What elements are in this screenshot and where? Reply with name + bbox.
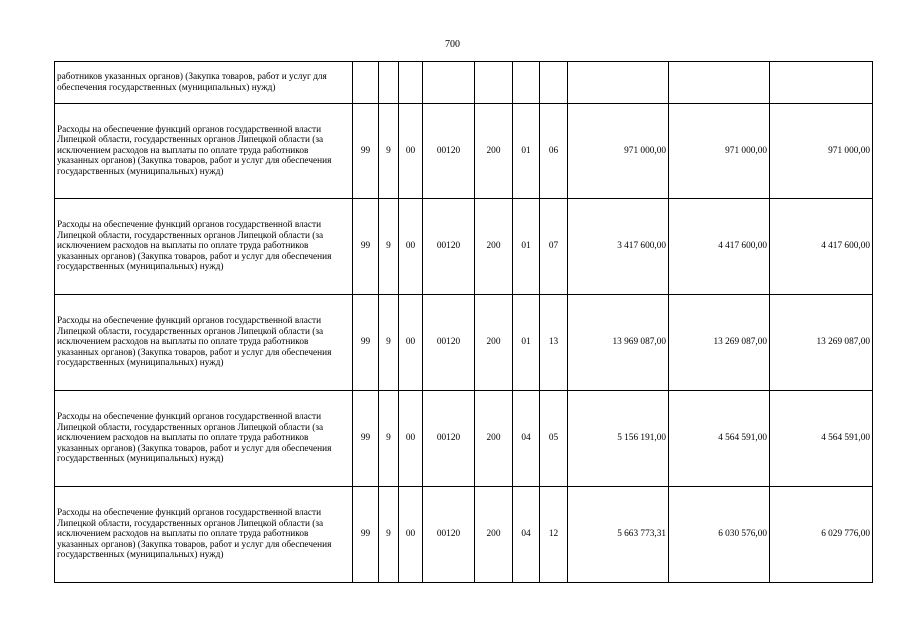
amount-year-1: 5 663 773,31 (568, 487, 669, 583)
amount-year-1: 3 417 600,00 (568, 199, 669, 295)
amount-year-1: 5 156 191,00 (568, 391, 669, 487)
table-row (55, 487, 873, 583)
subsection-code: 13 (540, 295, 568, 391)
row-description: работников указанных органов) (Закупка товаров, работ и услуг для обеспечения государственных (муниципальных) нужд) (55, 62, 353, 104)
expense-type-code (475, 62, 513, 104)
event-code: 00 (399, 487, 423, 583)
event-code: 00 (399, 104, 423, 199)
direction-code: 00120 (423, 199, 475, 295)
table-row (55, 199, 873, 295)
amount-year-3: 971 000,00 (770, 104, 873, 199)
subsection-code: 12 (540, 487, 568, 583)
subsection-code: 06 (540, 104, 568, 199)
section-code: 01 (513, 199, 540, 295)
table-row (55, 62, 873, 104)
row-description: Расходы на обеспечение функций органов государственной власти Липецкой области, государственных органов Липецкой области (за исключением расходов на выплаты по оплате труда работников указанных органов) (Закупка товаров, работ и услуг для обеспечения государственных (муниципальных) нужд) (55, 104, 353, 199)
program-code: 99 (353, 295, 379, 391)
amount-year-3 (770, 62, 873, 104)
event-code (399, 62, 423, 104)
table-body (55, 62, 873, 583)
event-code: 00 (399, 199, 423, 295)
amount-year-2: 6 030 576,00 (669, 487, 770, 583)
subprogram-code: 9 (379, 295, 399, 391)
direction-code: 00120 (423, 104, 475, 199)
subsection-code: 05 (540, 391, 568, 487)
expense-type-code: 200 (475, 487, 513, 583)
subsection-code: 07 (540, 199, 568, 295)
subprogram-code: 9 (379, 487, 399, 583)
program-code (353, 62, 379, 104)
amount-year-2: 4 417 600,00 (669, 199, 770, 295)
amount-year-3: 4 417 600,00 (770, 199, 873, 295)
program-code: 99 (353, 391, 379, 487)
section-code: 04 (513, 391, 540, 487)
page-number: 700 (445, 39, 460, 50)
section-code (513, 62, 540, 104)
direction-code (423, 62, 475, 104)
section-code: 01 (513, 295, 540, 391)
row-description: Расходы на обеспечение функций органов государственной власти Липецкой области, государственных органов Липецкой области (за исключением расходов на выплаты по оплате труда работников указанных органов) (Закупка товаров, работ и услуг для обеспечения государственных (муниципальных) нужд) (55, 295, 353, 391)
subprogram-code (379, 62, 399, 104)
amount-year-2 (669, 62, 770, 104)
budget-table (54, 61, 873, 583)
amount-year-1: 971 000,00 (568, 104, 669, 199)
program-code: 99 (353, 487, 379, 583)
expense-type-code: 200 (475, 104, 513, 199)
subsection-code (540, 62, 568, 104)
direction-code: 00120 (423, 487, 475, 583)
expense-type-code: 200 (475, 391, 513, 487)
event-code: 00 (399, 295, 423, 391)
subprogram-code: 9 (379, 199, 399, 295)
table-row (55, 391, 873, 487)
amount-year-2: 4 564 591,00 (669, 391, 770, 487)
subprogram-code: 9 (379, 104, 399, 199)
amount-year-2: 13 269 087,00 (669, 295, 770, 391)
amount-year-1 (568, 62, 669, 104)
row-description: Расходы на обеспечение функций органов государственной власти Липецкой области, государственных органов Липецкой области (за исключением расходов на выплаты по оплате труда работников указанных органов) (Закупка товаров, работ и услуг для обеспечения государственных (муниципальных) нужд) (55, 487, 353, 583)
amount-year-3: 4 564 591,00 (770, 391, 873, 487)
amount-year-3: 13 269 087,00 (770, 295, 873, 391)
row-description: Расходы на обеспечение функций органов государственной власти Липецкой области, государственных органов Липецкой области (за исключением расходов на выплаты по оплате труда работников указанных органов) (Закупка товаров, работ и услуг для обеспечения государственных (муниципальных) нужд) (55, 391, 353, 487)
event-code: 00 (399, 391, 423, 487)
direction-code: 00120 (423, 391, 475, 487)
section-code: 04 (513, 487, 540, 583)
expense-type-code: 200 (475, 295, 513, 391)
section-code: 01 (513, 104, 540, 199)
amount-year-2: 971 000,00 (669, 104, 770, 199)
amount-year-3: 6 029 776,00 (770, 487, 873, 583)
amount-year-1: 13 969 087,00 (568, 295, 669, 391)
row-description: Расходы на обеспечение функций органов государственной власти Липецкой области, государственных органов Липецкой области (за исключением расходов на выплаты по оплате труда работников указанных органов) (Закупка товаров, работ и услуг для обеспечения государственных (муниципальных) нужд) (55, 199, 353, 295)
direction-code: 00120 (423, 295, 475, 391)
table-row (55, 104, 873, 199)
subprogram-code: 9 (379, 391, 399, 487)
program-code: 99 (353, 199, 379, 295)
table-row (55, 295, 873, 391)
program-code: 99 (353, 104, 379, 199)
expense-type-code: 200 (475, 199, 513, 295)
